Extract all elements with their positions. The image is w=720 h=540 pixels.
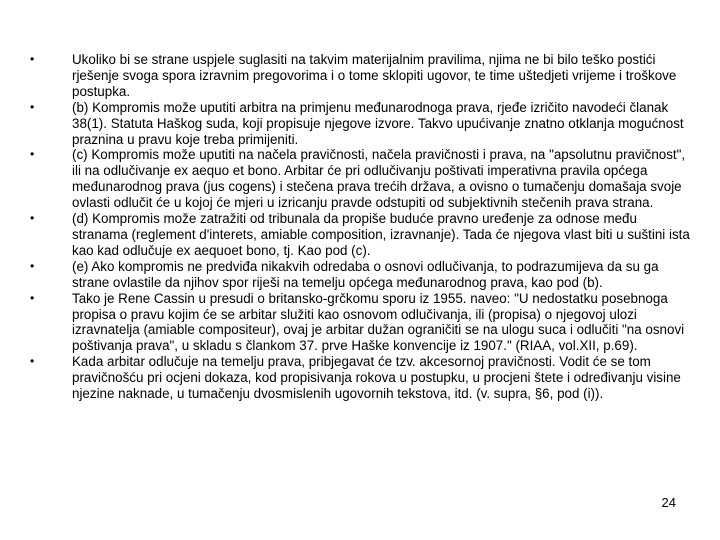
bullet-text: (e) Ako kompromis ne predviđa nikakvih odredaba o osnovi odlučivanja, to podrazumijeva da su ga strane ovlastile da njihov spor riješi na temelju općega međunarodnog prava, kao pod (b). [72, 258, 659, 290]
bullet-item-6 [30, 291, 690, 355]
bullet-marker: • [30, 147, 35, 162]
bullet-item-1 [30, 52, 690, 100]
bullet-marker: • [30, 354, 35, 369]
bullet-marker: • [30, 99, 35, 114]
bullet-text: (b) Kompromis može uputiti arbitra na primjenu međunarodnoga prava, rjeđe izričito navodeći članak 38(1). Statuta Haškog suda, koji propisuje njegove izvore. Takvo upućivanje znatno otklanja mogućnost praznina u pravu koje treba primijeniti. [72, 99, 684, 147]
bullet-text: (d) Kompromis može zatražiti od tribunala da propiše buduće pravno uređenje za odnose među stranama (reglement d'interets, amiable composition, izravnanje). Tada će njegova vlast biti u suštini ista kao kad odlučuje ex aequoet bono, tj. Kao pod (c). [72, 211, 690, 258]
bullet-marker: • [30, 258, 35, 273]
bullet-marker: • [30, 211, 35, 226]
bullet-item-7 [30, 354, 690, 402]
bullet-marker: • [30, 290, 35, 305]
bullet-item-3 [30, 147, 690, 211]
bullet-text: Kada arbitar odlučuje na temelju prava, pribjegavat će tzv. akcesornoj pravičnosti. Vodit će se tom pravičnošću pri ocjeni dokaza, kod propisivanja rokova u postupku, u procjeni štete i određivanju visine njezine naknade, u tumačenju dvosmislenih ugovornih tekstova, itd. (v. supra, §6, pod (i)). [72, 354, 681, 402]
bullet-text: Ukoliko bi se strane uspjele suglasiti na takvim materijalnim pravilima, njima ne bi bilo teško postići rješenje svoga spora izravnim pregovorima i o tome sklopiti ugovor, te time uštedjeti vrijeme i troškove postupka. [72, 52, 677, 99]
page-number: 24 [661, 495, 676, 510]
bullet-item-2 [30, 100, 690, 148]
bullet-item-4 [30, 211, 690, 259]
bullet-marker: • [30, 52, 35, 66]
bullet-list [30, 52, 690, 402]
bullet-text: Tako je Rene Cassin u presudi o britansko-grčkomu sporu iz 1955. naveo: "U nedostatku posebnoga propisa o pravu kojim će se arbitar služiti kao osnovom odlučivanja, ili (propisa) o njegovoj ulozi izravnatelja (amiable compositeur), ovaj je arbitar dužan ograničiti se na ulogu suca i odlučiti "na osnovi poštivanja prava", u skladu s člankom 37. prve Haške konvencije iz 1907." (RIAA, vol.XII, p.69). [72, 290, 685, 354]
bullet-item-5 [30, 259, 690, 291]
bullet-text: (c) Kompromis može uputiti na načela pravičnosti, načela pravičnosti i prava, na "apsolutnu pravičnost", ili na odlučivanje ex aequo et bono. Arbitar će pri odlučivanju poštivati imperativna pravila općega međunarodnog prava (jus cogens) i stečena prava trećih država, a ovisno o tumačenju domašaja svoje ovlasti odlučit će u kojoj će mjeri u izricanju pravde odstupiti od subjektivnih stečenih prava strana. [72, 147, 686, 211]
